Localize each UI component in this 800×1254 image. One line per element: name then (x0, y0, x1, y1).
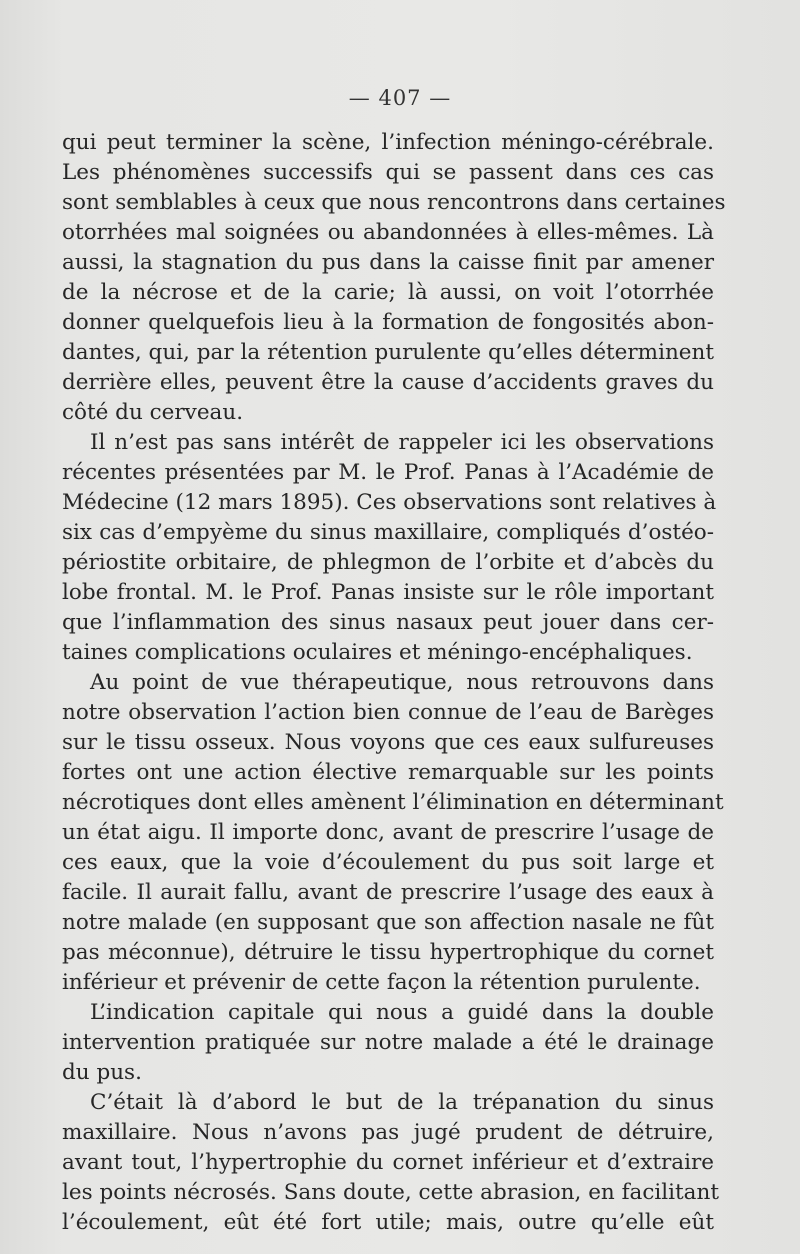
page-number: — 407 — (348, 86, 452, 110)
text-line: Au point de vue thérapeutique, nous retrouvons dans (90, 670, 714, 695)
text-line: Médecine (12 mars 1895). Ces observations sont relatives à (62, 490, 717, 515)
body-text (62, 128, 726, 1238)
text-line: périostite orbitaire, de phlegmon de l’orbite et d’abcès du (62, 550, 714, 575)
text-line: du pus. (62, 1060, 142, 1085)
text-line: sur le tissu osseux. Nous voyons que ces eaux sulfureuses (62, 730, 714, 755)
text-line: C’était là d’abord le but de la trépanation du sinus (90, 1090, 714, 1115)
text-line: aussi, la stagnation du pus dans la caisse finit par amener (62, 250, 714, 275)
text-line: récentes présentées par M. le Prof. Panas à l’Académie de (62, 460, 714, 485)
text-line: sont semblables à ceux que nous rencontrons dans certaines (62, 190, 726, 215)
text-line: Il n’est pas sans intérêt de rappeler ici les observations (90, 430, 714, 455)
text-line: lobe frontal. M. le Prof. Panas insiste sur le rôle important (62, 580, 714, 605)
text-line: notre malade (en supposant que son affection nasale ne fût (62, 910, 714, 935)
text-line: Les phénomènes successifs qui se passent dans ces cas (62, 160, 714, 185)
text-line: l’écoulement, eût été fort utile; mais, outre qu’elle eût (62, 1210, 714, 1235)
text-line: facile. Il aurait fallu, avant de prescrire l’usage des eaux à (62, 880, 714, 905)
text-line: avant tout, l’hypertrophie du cornet inférieur et d’extraire (62, 1150, 714, 1175)
text-line: intervention pratiquée sur notre malade a été le drainage (62, 1030, 714, 1055)
text-line: dantes, qui, par la rétention purulente qu’elles déterminent (62, 340, 714, 365)
text-line: taines complications oculaires et méningo-encéphaliques. (62, 640, 693, 665)
text-line: inférieur et prévenir de cette façon la rétention purulente. (62, 970, 701, 995)
text-line: maxillaire. Nous n’avons pas jugé prudent de détruire, (62, 1120, 714, 1145)
text-line: donner quelquefois lieu à la formation de fongosités abon- (62, 310, 714, 335)
text-line: les points nécrosés. Sans doute, cette abrasion, en facilitant (62, 1180, 719, 1205)
text-line: un état aigu. Il importe donc, avant de prescrire l’usage de (62, 820, 714, 845)
text-line: que l’inflammation des sinus nasaux peut jouer dans cer- (62, 610, 714, 635)
text-line: otorrhées mal soignées ou abandonnées à elles-mêmes. Là (62, 220, 714, 245)
text-line: L’indication capitale qui nous a guidé dans la double (90, 1000, 714, 1025)
text-line: derrière elles, peuvent être la cause d’accidents graves du (62, 370, 714, 395)
text-line: pas méconnue), détruire le tissu hypertrophique du cornet (62, 940, 714, 965)
text-line: de la nécrose et de la carie; là aussi, on voit l’otorrhée (62, 280, 714, 305)
text-line: nécrotiques dont elles amènent l’élimination en déterminant (62, 790, 724, 815)
text-line: six cas d’empyème du sinus maxillaire, compliqués d’ostéo- (62, 520, 714, 545)
text-line: ces eaux, que la voie d’écoulement du pus soit large et (62, 850, 714, 875)
text-line: qui peut terminer la scène, l’infection méningo-cérébrale. (62, 130, 714, 155)
text-line: notre observation l’action bien connue de l’eau de Barèges (62, 700, 714, 725)
text-line: fortes ont une action élective remarquable sur les points (62, 760, 714, 785)
text-line: côté du cerveau. (62, 400, 244, 425)
